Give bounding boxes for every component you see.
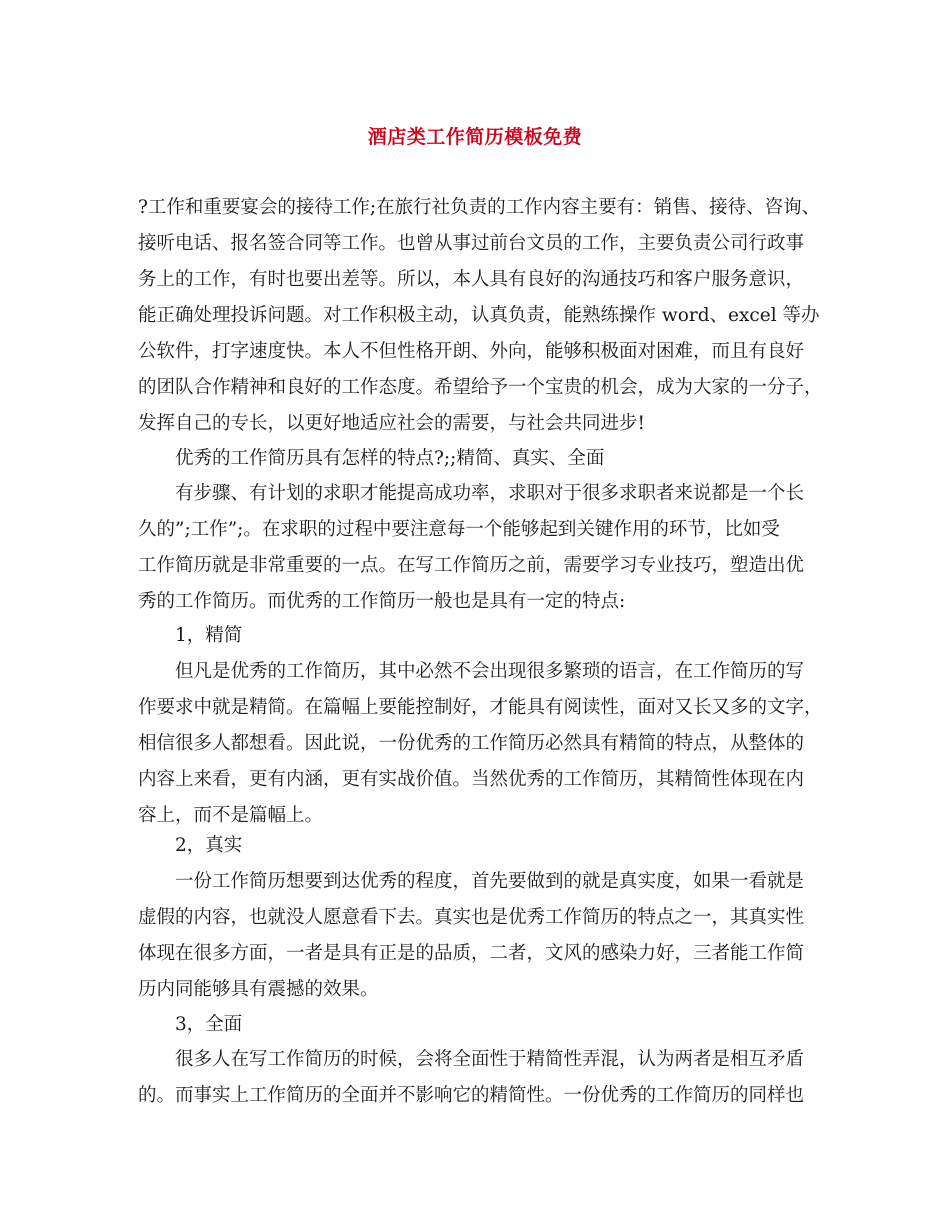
paragraph-line: 作要求中就是精简。在篇幅上要能控制好，才能具有阅读性，面对又长又多的文字， [138, 697, 823, 718]
paragraph-line: 历内同能够具有震撼的效果。 [138, 979, 379, 1000]
paragraph-line: 内容上来看，更有内涵，更有实战价值。当然优秀的工作简历，其精简性体现在内 [138, 769, 805, 790]
paragraph-line: 久的”;工作”;。在求职的过程中要注意每一个能够起到关键作用的环节，比如受 [138, 519, 780, 540]
section-heading: 2，真实 [175, 835, 243, 856]
paragraph-line: 有步骤、有计划的求职才能提高成功率，求职对于很多求职者来说都是一个长 [175, 483, 805, 504]
paragraph-line: 体现在很多方面，一者是具有正是的品质，二者，文风的感染力好，三者能工作简 [138, 943, 805, 964]
document-title: 酒店类工作简历模板免费 [367, 126, 583, 148]
paragraph-line: 但凡是优秀的工作简历，其中必然不会出现很多繁琐的语言，在工作简历的写 [175, 661, 805, 682]
paragraph-line: 公软件，打字速度快。本人不但性格开朗、外向，能够积极面对困难，而且有良好 [138, 341, 805, 362]
paragraph-line: 很多人在写工作简历的时候，会将全面性于精简性弄混，认为两者是相互矛盾 [175, 1049, 805, 1070]
paragraph-line: 工作简历就是非常重要的一点。在写工作简历之前，需要学习专业技巧，塑造出优 [138, 555, 805, 576]
paragraph-line: 秀的工作简历。而优秀的工作简历一般也是具有一定的特点: [138, 591, 626, 612]
paragraph-line: 相信很多人都想看。因此说，一份优秀的工作简历必然具有精简的特点，从整体的 [138, 733, 805, 754]
paragraph-line: 虚假的内容，也就没人愿意看下去。真实也是优秀工作简历的特点之一，其真实性 [138, 907, 805, 928]
paragraph-line: 优秀的工作简历具有怎样的特点?;;精简、真实、全面 [175, 448, 605, 469]
paragraph-line: 接听电话、报名签合同等工作。也曾从事过前台文员的工作，主要负责公司行政事 [138, 233, 805, 254]
paragraph-line: 一份工作简历想要到达优秀的程度，首先要做到的就是真实度，如果一看就是 [175, 871, 805, 892]
paragraph-line: ?工作和重要宴会的接待工作;在旅行社负责的工作内容主要有：销售、接待、咨询、 [138, 197, 821, 218]
paragraph-line: 的。而事实上工作简历的全面并不影响它的精简性。一份优秀的工作简历的同样也 [138, 1085, 805, 1106]
paragraph-line: 发挥自己的专长，以更好地适应社会的需要，与社会共同进步! [138, 413, 645, 434]
paragraph-line: 容上，而不是篇幅上。 [138, 805, 324, 826]
paragraph-line: 务上的工作，有时也要出差等。所以，本人具有良好的沟通技巧和客户服务意识， [138, 269, 805, 290]
paragraph-line: 能正确处理投诉问题。对工作积极主动，认真负责，能熟练操作 word、excel 等办 [138, 305, 820, 326]
paragraph-line: 的团队合作精神和良好的工作态度。希望给予一个宝贵的机会，成为大家的一分子， [138, 377, 823, 398]
section-heading: 3，全面 [175, 1014, 243, 1035]
section-heading: 1，精简 [175, 625, 243, 646]
